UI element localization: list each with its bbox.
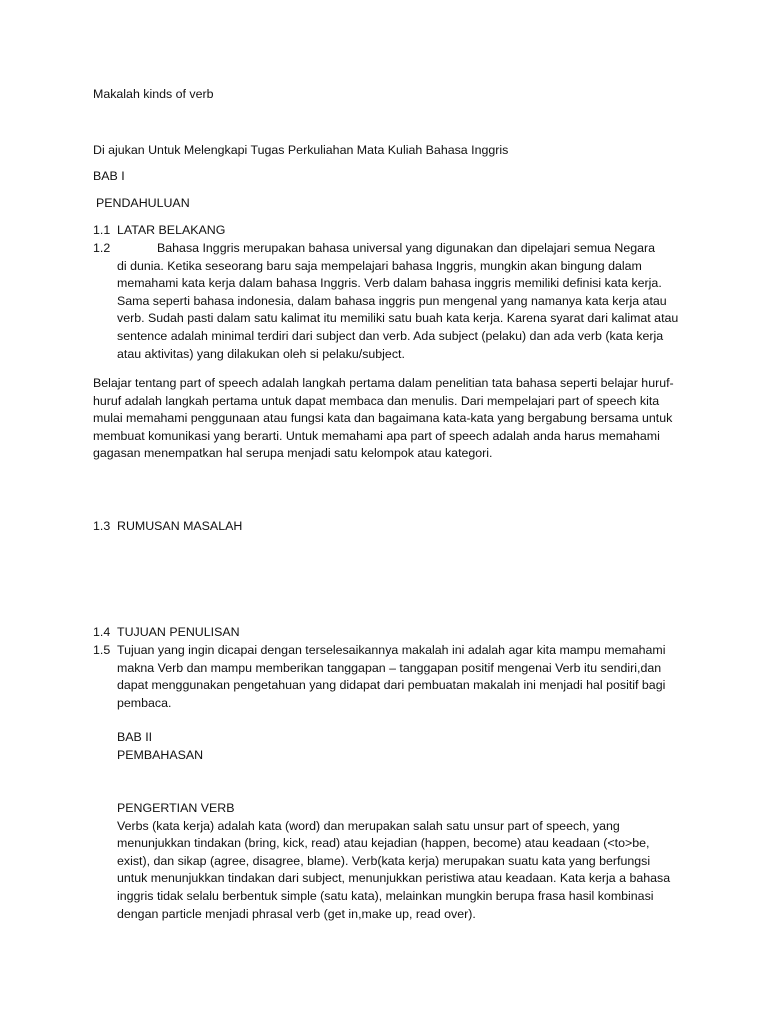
pengertian-verb-title: PENGERTIAN VERB	[117, 801, 235, 815]
document-subtitle: Di ajukan Untuk Melengkapi Tugas Perkuliahan Mata Kuliah Bahasa Inggris	[93, 143, 509, 157]
section-pengertian-verb	[117, 800, 675, 923]
chapter-1-title: PENDAHULUAN	[96, 196, 190, 210]
section-1-2-body: di dunia. Ketika seseorang baru saja mempelajari bahasa Inggris, mungkin akan bingung dalam memahami kata kerja dalam bahasa Inggris. Verb dalam bahasa inggris memiliki definisi kata kerja. Sama seperti bahasa indonesia, dalam bahasa inggris pun mengenal yang namanya kata kerja atau verb. Sudah pasti dalam satu kalimat itu memiliki satu buah kata kerja. Karena syarat dari kalimat atau sentence adalah minimal terdiri dari subject dan verb. Ada subject (pelaku) dan ada verb (kata kerja atau aktivitas) yang dilakukan oleh si pelaku/subject.	[117, 258, 679, 361]
section-1-2	[93, 240, 683, 363]
section-1-2-number: 1.2	[93, 241, 111, 255]
section-1-2-first-line: Bahasa Inggris merupakan bahasa universal yang digunakan dan dipelajari semua Negara	[157, 241, 656, 255]
section-1-1-number: 1.1	[93, 223, 111, 237]
section-1-3-title: RUMUSAN MASALAH	[117, 519, 243, 533]
section-1-4-title: TUJUAN PENULISAN	[117, 625, 240, 639]
chapter-1-label: BAB I	[93, 169, 125, 183]
chapter-2-label: BAB II	[117, 730, 153, 744]
pengertian-verb-body: menunjukkan tindakan (bring, kick, read) atau kejadian (happen, become) atau keadaan (<to>be, exist), dan sikap (agree, disagree, blame). Verb(kata kerja) merupakan suatu kata yang berfungsi untuk menunjukkan tindakan dari subject, menunjukkan peristiwa atau keadaan. Kata kerja a bahasa inggris tidak selalu berbentuk simple (satu kata), melainkan mungkin berupa frasa hasil kombinasi dengan particle menjadi phrasal verb (get in,make up, read over).	[117, 836, 671, 921]
section-1-1-title: LATAR BELAKANG	[117, 223, 226, 237]
pengertian-verb-first-line: Verbs (kata kerja) adalah kata (word) dan merupakan salah satu unsur part of speech, yang	[117, 818, 620, 833]
section-1-3-number: 1.3	[93, 519, 111, 533]
paragraph-part-of-speech: Belajar tentang part of speech adalah langkah pertama dalam penelitian tata bahasa seperti belajar huruf-huruf adalah langkah pertama untuk dapat membaca dan menulis. Dari mempelajari part of speech kita mulai memahami penggunaan atau fungsi kata dan bagaimana kata-kata yang bergabung bersama untuk membuat komunikasi yang berarti. Untuk memahami apa part of speech adalah anda harus memahami gagasan menempatkan hal serupa menjadi satu kelompok atau kategori.	[93, 376, 674, 461]
chapter-2-title: PEMBAHASAN	[117, 748, 204, 762]
section-1-1	[93, 222, 683, 240]
section-1-4	[93, 624, 683, 642]
section-1-3	[93, 518, 683, 536]
section-1-4-number: 1.4	[93, 625, 111, 639]
document-title: Makalah kinds of verb	[93, 87, 214, 101]
section-1-5-text: Tujuan yang ingin dicapai dengan terselesaikannya makalah ini adalah agar kita mampu memahami makna Verb dan mampu memberikan tanggapan – tanggapan positif mengenai Verb itu sendiri,dan dapat menggunakan pengetahuan yang didapat dari pembuatan makalah ini menjadi hal positif bagi pembaca.	[117, 643, 666, 710]
section-1-5-number: 1.5	[93, 643, 111, 657]
section-1-5	[93, 642, 683, 712]
